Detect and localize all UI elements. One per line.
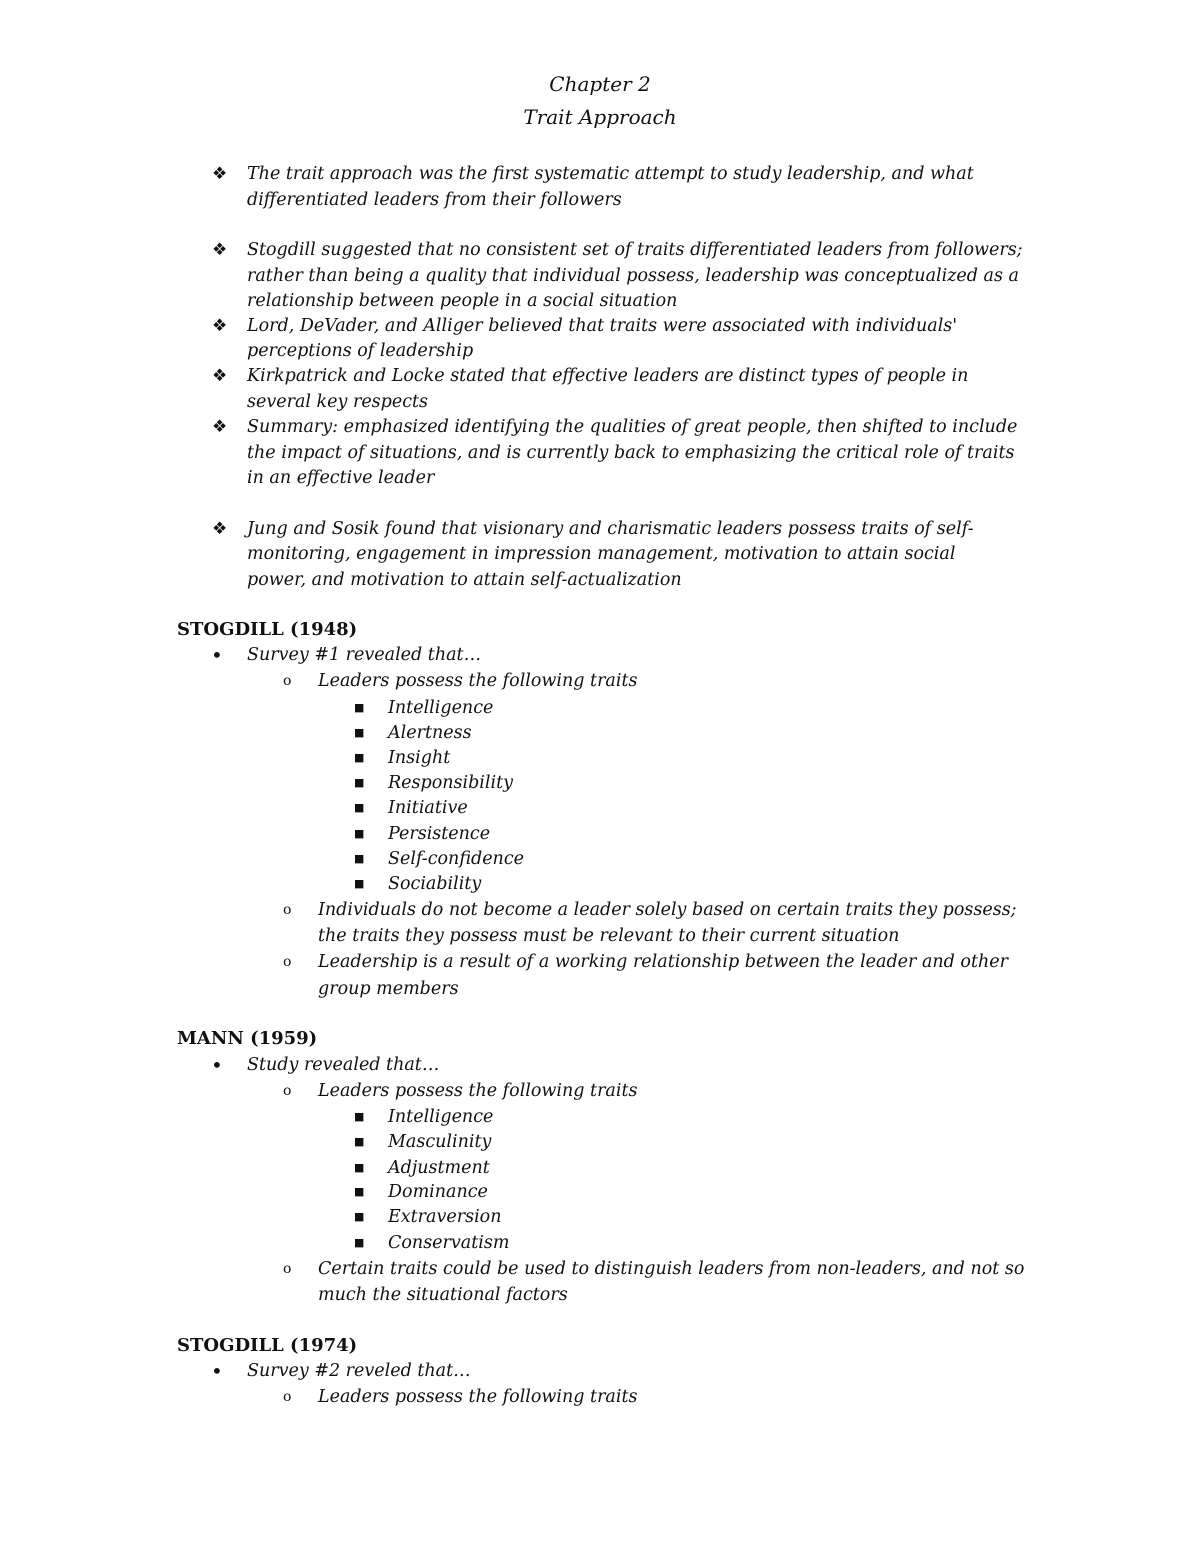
square-bullet-icon: ■ bbox=[354, 726, 365, 739]
diamond-bullet-icon: ❖ bbox=[212, 240, 228, 260]
square-bullet-icon: ■ bbox=[354, 827, 365, 840]
possess-line: Leaders possess the following traits bbox=[318, 1081, 638, 1101]
trait-item: Self-confidence bbox=[388, 849, 524, 869]
trait-item: Responsibility bbox=[388, 773, 514, 793]
diamond-bullet-icon: ❖ bbox=[212, 417, 228, 437]
intro-line: in an effective leader bbox=[247, 468, 435, 488]
round-bullet-icon: • bbox=[211, 1053, 223, 1077]
intro-line: perceptions of leadership bbox=[247, 341, 474, 361]
section-heading: MANN (1959) bbox=[177, 1028, 318, 1049]
trait-item: Persistence bbox=[388, 824, 491, 844]
trait-item: Initiative bbox=[388, 798, 468, 818]
intro-line: Summary: emphasized identifying the qualities of great people, then shifted to include bbox=[247, 417, 1018, 437]
intro-line: monitoring, engagement in impression management, motivation to attain social bbox=[247, 544, 956, 564]
trait-item: Insight bbox=[388, 748, 451, 768]
intro-line: Lord, DeVader, and Alliger believed that traits were associated with individuals' bbox=[247, 316, 958, 336]
note-line: the traits they possess must be relevant to their current situation bbox=[318, 926, 900, 946]
survey-line: Study revealed that… bbox=[247, 1055, 440, 1075]
diamond-bullet-icon: ❖ bbox=[212, 164, 228, 184]
intro-line: differentiated leaders from their followers bbox=[247, 190, 622, 210]
square-bullet-icon: ■ bbox=[354, 852, 365, 865]
square-bullet-icon: ■ bbox=[354, 1110, 365, 1123]
intro-line: Kirkpatrick and Locke stated that effective leaders are distinct types of people in bbox=[247, 366, 969, 386]
circle-bullet-icon: o bbox=[283, 954, 292, 970]
square-bullet-icon: ■ bbox=[354, 1210, 365, 1223]
square-bullet-icon: ■ bbox=[354, 751, 365, 764]
square-bullet-icon: ■ bbox=[354, 801, 365, 814]
note-line: group members bbox=[318, 979, 459, 999]
trait-item: Sociability bbox=[388, 874, 482, 894]
diamond-bullet-icon: ❖ bbox=[212, 519, 228, 539]
intro-line: several key respects bbox=[247, 392, 429, 412]
survey-line: Survey #2 reveled that… bbox=[247, 1361, 471, 1381]
circle-bullet-icon: o bbox=[283, 1083, 292, 1099]
trait-item: Extraversion bbox=[388, 1207, 502, 1227]
possess-line: Leaders possess the following traits bbox=[318, 671, 638, 691]
note-line: Leadership is a result of a working relationship between the leader and other bbox=[318, 952, 1008, 972]
trait-item: Conservatism bbox=[388, 1233, 510, 1253]
square-bullet-icon: ■ bbox=[354, 1161, 365, 1174]
trait-item: Masculinity bbox=[388, 1132, 492, 1152]
square-bullet-icon: ■ bbox=[354, 776, 365, 789]
trait-item: Dominance bbox=[388, 1182, 488, 1202]
intro-line: rather than being a quality that individual possess, leadership was conceptualized as a bbox=[247, 266, 1019, 286]
chapter-subtitle: Trait Approach bbox=[523, 105, 677, 129]
square-bullet-icon: ■ bbox=[354, 1236, 365, 1249]
chapter-title: Chapter 2 bbox=[549, 72, 651, 96]
trait-item: Intelligence bbox=[388, 698, 494, 718]
intro-line: power, and motivation to attain self-actualization bbox=[247, 570, 682, 590]
survey-line: Survey #1 revealed that… bbox=[247, 645, 482, 665]
note-line: much the situational factors bbox=[318, 1285, 568, 1305]
square-bullet-icon: ■ bbox=[354, 1135, 365, 1148]
intro-line: Stogdill suggested that no consistent set of traits differentiated leaders from followers; bbox=[247, 240, 1023, 260]
trait-item: Adjustment bbox=[388, 1158, 490, 1178]
note-line: Certain traits could be used to distinguish leaders from non-leaders, and not so bbox=[318, 1259, 1025, 1279]
intro-line: The trait approach was the first systematic attempt to study leadership, and what bbox=[247, 164, 974, 184]
intro-line: the impact of situations, and is currently back to emphasizing the critical role of traits bbox=[247, 443, 1015, 463]
intro-line: Jung and Sosik found that visionary and charismatic leaders possess traits of self- bbox=[247, 519, 974, 539]
possess-line: Leaders possess the following traits bbox=[318, 1387, 638, 1407]
square-bullet-icon: ■ bbox=[354, 701, 365, 714]
round-bullet-icon: • bbox=[211, 1359, 223, 1383]
intro-line: relationship between people in a social situation bbox=[247, 291, 678, 311]
circle-bullet-icon: o bbox=[283, 673, 292, 689]
circle-bullet-icon: o bbox=[283, 1261, 292, 1277]
trait-item: Intelligence bbox=[388, 1107, 494, 1127]
diamond-bullet-icon: ❖ bbox=[212, 316, 228, 336]
square-bullet-icon: ■ bbox=[354, 1185, 365, 1198]
section-heading: STOGDILL (1974) bbox=[177, 1335, 358, 1356]
trait-item: Alertness bbox=[388, 723, 472, 743]
circle-bullet-icon: o bbox=[283, 902, 292, 918]
note-line: Individuals do not become a leader solely based on certain traits they possess; bbox=[318, 900, 1017, 920]
section-heading: STOGDILL (1948) bbox=[177, 619, 358, 640]
round-bullet-icon: • bbox=[211, 643, 223, 667]
diamond-bullet-icon: ❖ bbox=[212, 366, 228, 386]
circle-bullet-icon: o bbox=[283, 1389, 292, 1405]
square-bullet-icon: ■ bbox=[354, 877, 365, 890]
